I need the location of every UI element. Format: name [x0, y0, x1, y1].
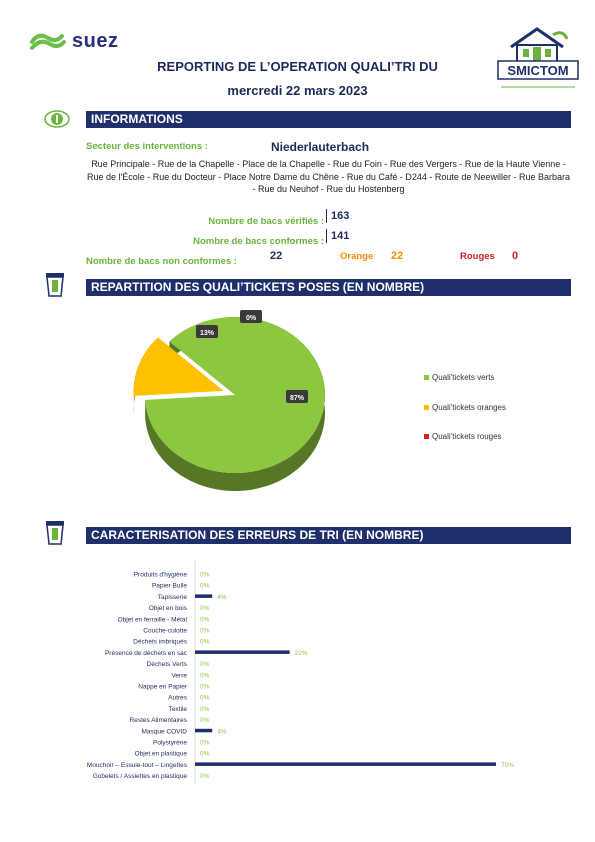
- legend-label: Quali'tickets oranges: [432, 403, 507, 412]
- caracterisation-banner: CARACTERISATION DES ERREURS DE TRI (EN NOMBRE): [86, 527, 571, 544]
- bar-value-label: 0%: [200, 571, 210, 579]
- legend-label: Quali'tickets rouges: [432, 432, 502, 441]
- pie-data-label: 13%: [199, 330, 215, 337]
- orange-label: Orange: [340, 251, 374, 262]
- non-conformes-label: Nombre de bacs non conformes :: [86, 256, 237, 267]
- divider: [326, 209, 327, 223]
- bar: [195, 729, 212, 733]
- bar-category-label: Déchets Verts: [146, 661, 187, 669]
- bar-value-label: 70%: [501, 761, 515, 769]
- bar-value-label: 0%: [200, 773, 210, 781]
- bar-category-label: Masque COVID: [141, 728, 187, 736]
- bar-value-label: 22%: [294, 649, 308, 657]
- verifies-value: 163: [331, 210, 350, 222]
- report-date: mercredi 22 mars 2023: [227, 83, 368, 98]
- bar-category-label: Mouchoir – Essuie-tout – Lingettes: [86, 761, 187, 769]
- bar-value-label: 0%: [200, 705, 210, 713]
- bar-category-label: Gobelets / Assiettes en plastique: [92, 773, 187, 781]
- legend-swatch: [424, 434, 429, 439]
- bar-category-label: Restes Alimentaires: [129, 717, 187, 725]
- bar-value-label: 4%: [217, 593, 227, 601]
- bar-value-label: 0%: [200, 694, 210, 702]
- bar: [195, 762, 496, 766]
- bar: [195, 594, 212, 598]
- conformes-label: Nombre de bacs conformes :: [193, 236, 324, 247]
- informations-banner: INFORMATIONS: [86, 111, 571, 128]
- info-section-icon: [44, 110, 68, 133]
- bar-category-label: Objet en ferraille - Métal: [117, 616, 187, 624]
- report-title: REPORTING DE L’OPERATION QUALI’TRI DU: [157, 59, 438, 74]
- bar-value-label: 0%: [200, 638, 210, 646]
- bar-value-label: 0%: [200, 661, 210, 669]
- bar-value-label: 0%: [200, 717, 210, 725]
- bar-value-label: 0%: [200, 750, 210, 758]
- bar-value-label: 4%: [217, 728, 227, 736]
- smictom-logo-text: SMICTOM: [507, 63, 569, 78]
- pie-data-label: 0%: [245, 315, 257, 322]
- bar-value-label: 0%: [200, 582, 210, 590]
- pie-chart: [130, 300, 580, 510]
- legend-swatch: [424, 405, 429, 410]
- streets-list: Rue Principale - Rue de la Chapelle - Place de la Chapelle - Rue du Foin - Rue des Vergers - Rue de la Haute Vienne - Rue de l'École - Rue du Docteur - Place Notre Dame du Chêne - Rue du Café - D244 - Route de Neewiller - Rue Barbara - Rue du Neuhof - Rue du Hostenberg: [87, 159, 570, 194]
- legend-swatch: [424, 375, 429, 380]
- bar-value-label: 0%: [200, 683, 210, 691]
- bar-category-label: Présence de déchets en sac: [104, 649, 187, 657]
- bar-category-label: Polystyrène: [153, 739, 187, 747]
- bar-value-label: 0%: [200, 627, 210, 635]
- bar-category-label: Objet en bois: [148, 605, 187, 613]
- suez-logo: [28, 28, 138, 54]
- bar-value-label: 0%: [200, 616, 210, 624]
- suez-logo-icon: [28, 30, 66, 52]
- bar-category-label: Textile: [168, 705, 187, 713]
- bar-category-label: Autres: [168, 694, 187, 702]
- bar-category-label: Produits d'hygiène: [133, 571, 187, 579]
- secteur-value: Niederlauterbach: [271, 140, 370, 154]
- rouges-label: Rouges: [460, 251, 495, 262]
- bar-category-label: Nappe en Papier: [138, 683, 187, 691]
- pie-data-label: 87%: [289, 395, 305, 402]
- divider: [326, 229, 327, 243]
- repartition-banner: REPARTITION DES QUALI’TICKETS POSES (EN NOMBRE): [86, 279, 571, 296]
- bar-value-label: 0%: [200, 605, 210, 613]
- bar-value-label: 0%: [200, 672, 210, 680]
- rouges-value: 0: [512, 250, 519, 262]
- suez-logo-text: suez: [72, 29, 119, 52]
- secteur-label: Secteur des interventions :: [86, 141, 208, 152]
- bar-category-label: Déchets imbriqués: [133, 638, 187, 646]
- non-conformes-value: 22: [270, 250, 283, 262]
- bar-chart: [0, 560, 595, 790]
- verifies-label: Nombre de bacs vérifiés :: [208, 216, 324, 227]
- bin-icon: [44, 270, 68, 303]
- legend-label: Quali'tickets verts: [432, 373, 495, 382]
- bar-category-label: Papier Bulle: [151, 582, 187, 590]
- bar-category-label: Tapisserie: [157, 593, 187, 601]
- bar-category-label: Verre: [171, 672, 187, 680]
- bar-category-label: Objet en plastique: [134, 750, 187, 758]
- orange-value: 22: [391, 250, 404, 262]
- bar-category-label: Couche-culotte: [143, 627, 187, 635]
- bar: [195, 650, 290, 654]
- conformes-value: 141: [331, 230, 350, 242]
- bar-value-label: 0%: [200, 739, 210, 747]
- bin-icon-2: [44, 518, 68, 551]
